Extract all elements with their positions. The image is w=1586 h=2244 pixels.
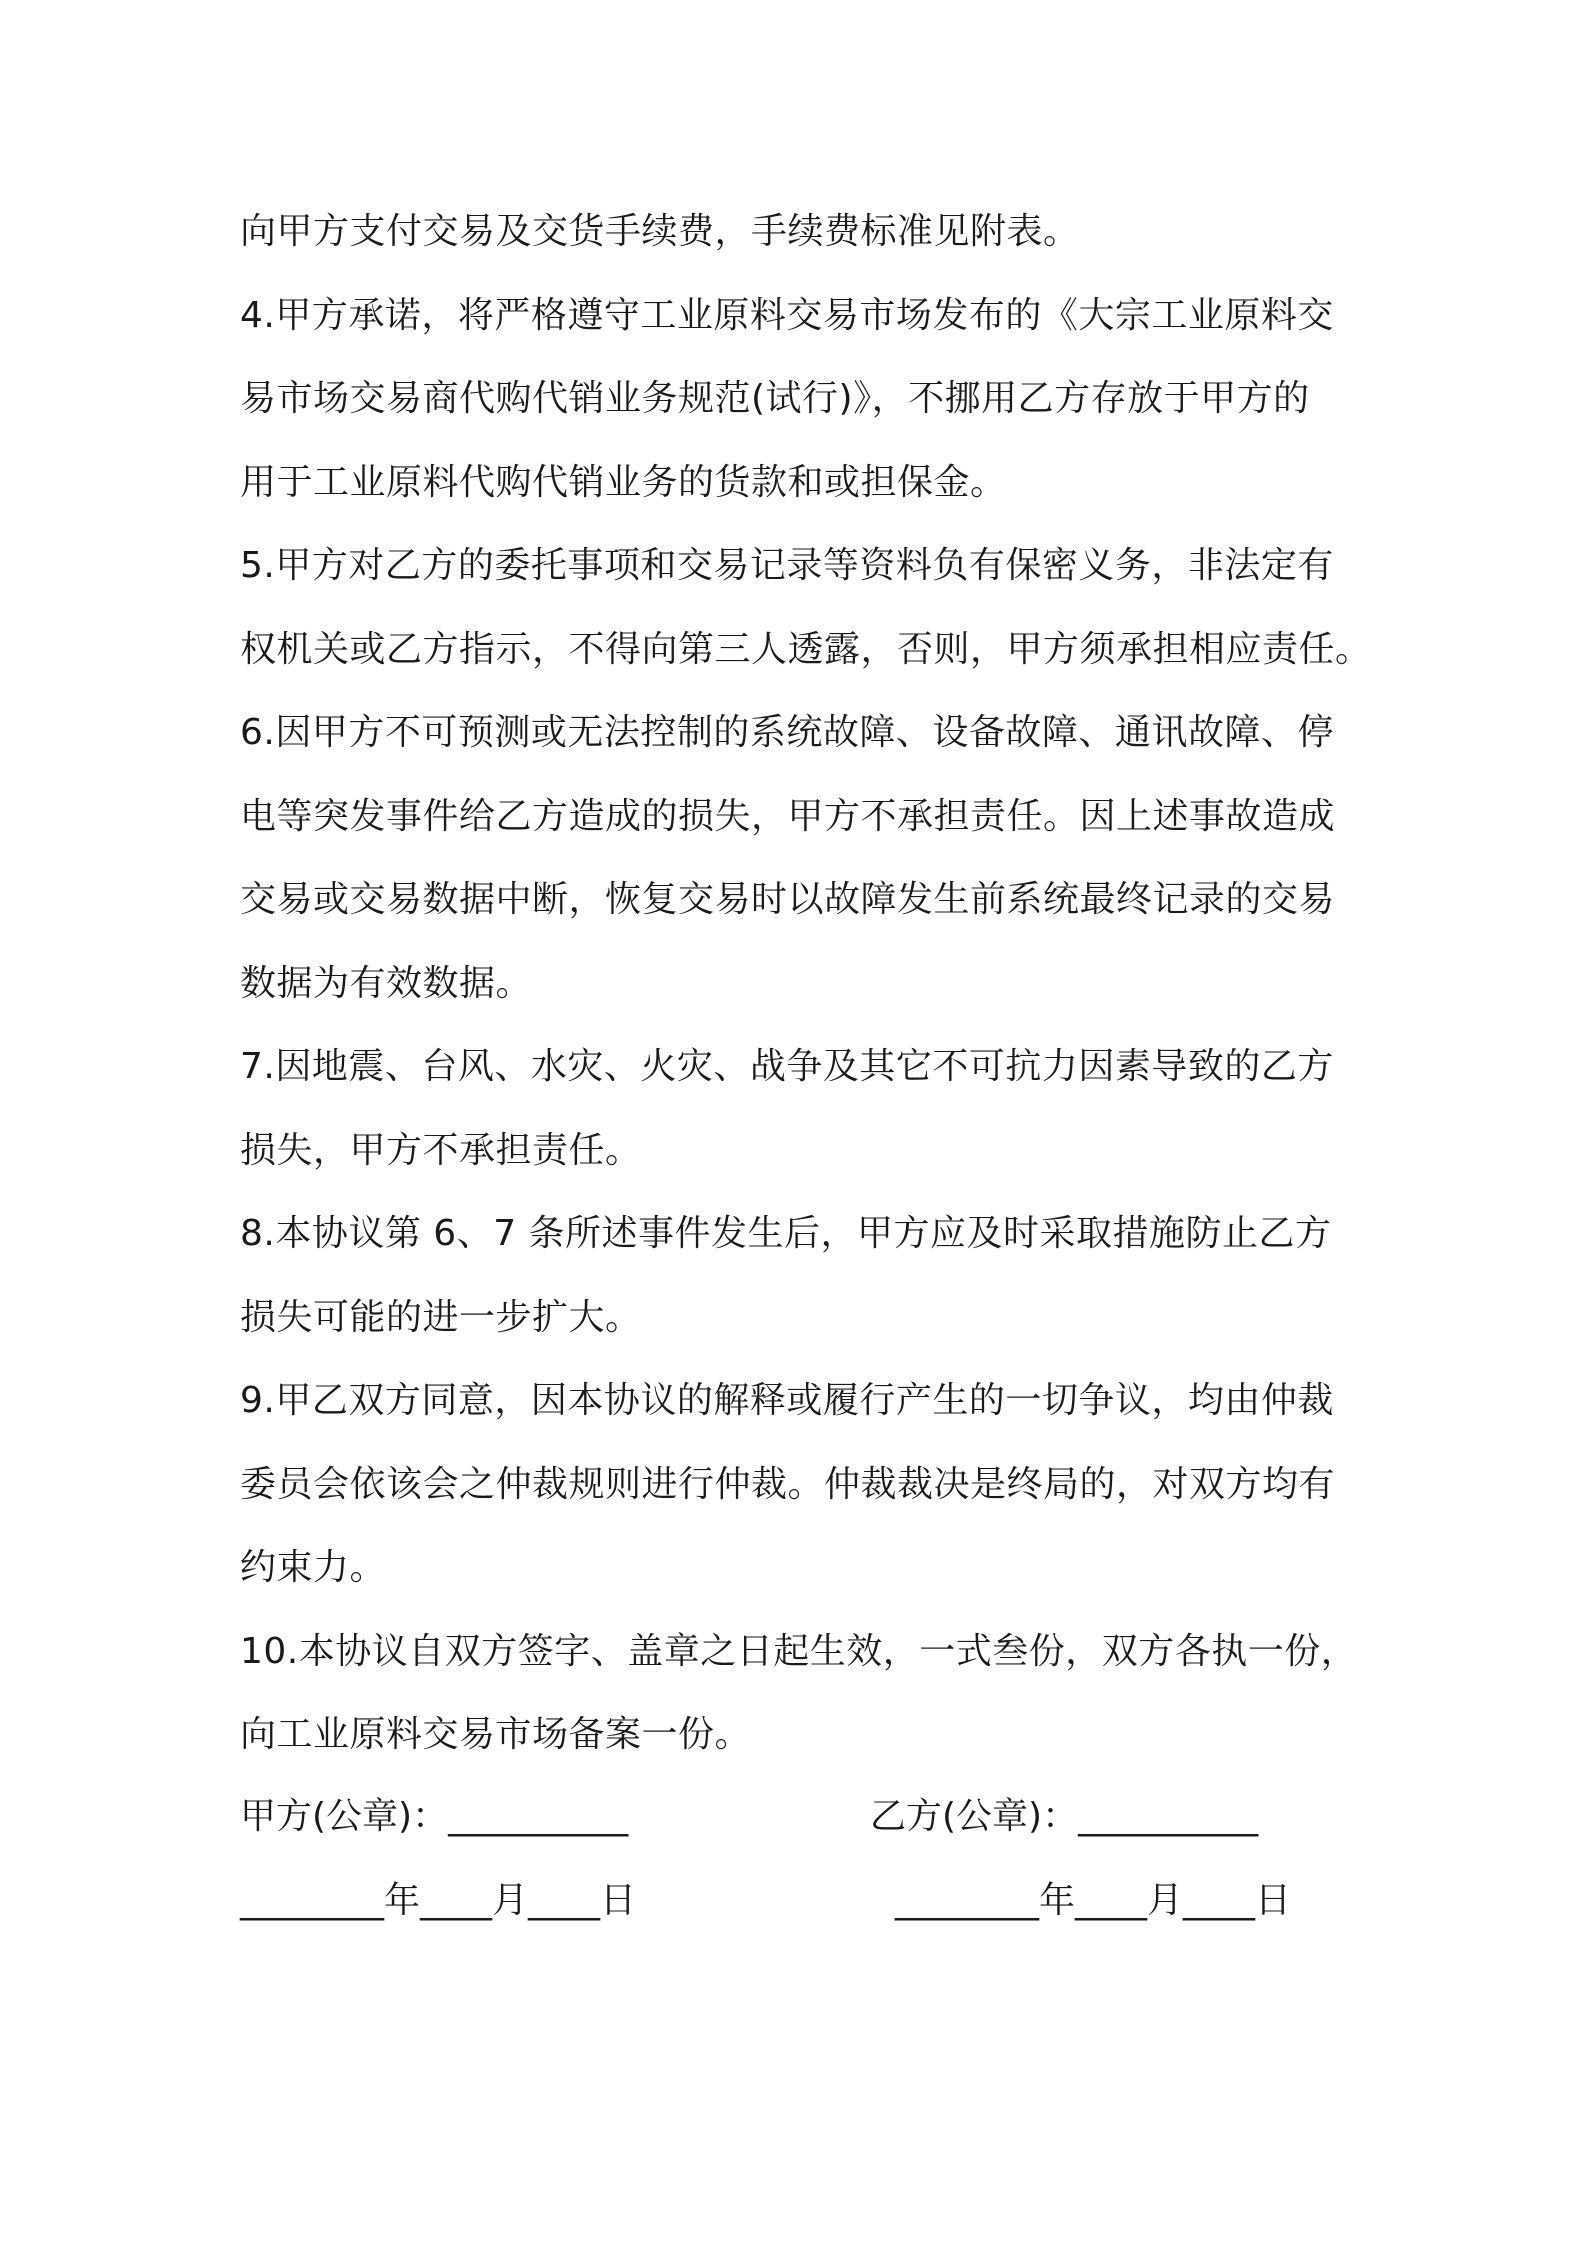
text-line: 数据为有效数据。 [240, 962, 533, 1004]
text-line: 向工业原料交易市场备案一份。 [240, 1714, 752, 1755]
text-line: 用于工业原料代购代销业务的货款和或担保金。 [240, 461, 1007, 503]
text-line: 9.甲乙双方同意，因本协议的解释或履行产生的一切争议，均由仲裁 [240, 1380, 1334, 1421]
text-line: 4.甲方承诺，将严格遵守工业原料交易市场发布的《大宗工业原料交 [240, 294, 1334, 336]
contract-body [240, 190, 1372, 1777]
text-line: 向甲方支付交易及交货手续费，手续费标准见附表。 [240, 211, 1080, 252]
party-b-date: ________年____月____日 [895, 1880, 1291, 1921]
text-line: 易市场交易商代购代销业务规范(试行)》，不挪用乙方存放于甲方的 [240, 378, 1310, 419]
text-line: 权机关或乙方指示，不得向第三人透露，否则，甲方须承担相应责任。 [240, 628, 1372, 670]
text-line: 7.因地震、台风、水灾、火灾、战争及其它不可抗力因素导致的乙方 [240, 1046, 1334, 1087]
text-line: 委员会依该会之仲裁规则进行仲裁。仲裁裁决是终局的，对双方均有 [240, 1463, 1336, 1505]
text-line: 10.本协议自双方签字、盖章之日起生效，一式叁份，双方各执一份， [240, 1630, 1358, 1672]
text-line: 6.因甲方不可预测或无法控制的系统故障、设备故障、通讯故障、停 [240, 712, 1334, 753]
party-a-seal-label: 甲方(公章)：__________ [240, 1796, 629, 1837]
text-line: 约束力。 [240, 1547, 387, 1588]
text-line: 8.本协议第 6、7 条所述事件发生后，甲方应及时采取措施防止乙方 [240, 1213, 1332, 1254]
party-a-date: ________年____月____日 [240, 1880, 636, 1921]
text-line: 损失可能的进一步扩大。 [240, 1296, 642, 1338]
party-b-seal-label: 乙方(公章)：__________ [870, 1796, 1259, 1837]
text-line: 电等突发事件给乙方造成的损失，甲方不承担责任。因上述事故造成 [240, 795, 1336, 837]
text-line: 损失，甲方不承担责任。 [240, 1129, 642, 1171]
text-line: 5.甲方对乙方的委托事项和交易记录等资料负有保密义务，非法定有 [240, 545, 1334, 586]
text-line: 交易或交易数据中断，恢复交易时以故障发生前系统最终记录的交易 [240, 879, 1336, 920]
